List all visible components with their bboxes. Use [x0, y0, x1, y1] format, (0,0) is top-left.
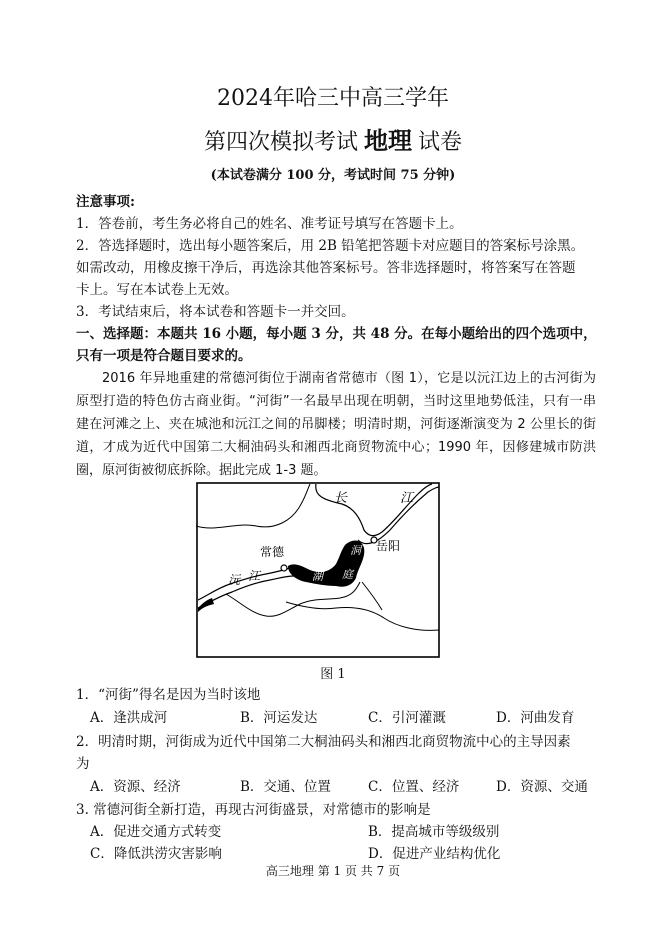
section1-heading-line1: 一、选择题：本题共 16 小题，每小题 3 分，共 48 分。在每小题给出的四个选项中， [76, 326, 597, 342]
notice-item-2-line2: 如需改动，用橡皮擦干净后，再选涂其他答案标号。答非选择题时，将答案写在答题 [76, 260, 576, 276]
notice-heading: 注意事项: [76, 194, 135, 210]
exam-subject: 地理 [364, 126, 412, 155]
question-1-stem: 1．“河街”得名是因为当时该地 [76, 687, 261, 703]
exam-title-prefix: 第四次模拟考试 [203, 130, 358, 155]
question-1-option-c: C．引河灌溉 [368, 710, 446, 726]
question-2-option-b: B．交通、位置 [240, 779, 331, 795]
label-yueyang: 岳阳 [376, 539, 401, 553]
label-changde: 常德 [260, 545, 285, 559]
label-changjiang-2: 江 [400, 491, 414, 506]
question-1-option-d: D．河曲发育 [496, 710, 575, 726]
question-2-option-d: D．资源、交通 [496, 779, 588, 795]
question-2-option-a: A．资源、经济 [90, 779, 181, 795]
question-1-option-a: A．逢洪成河 [90, 710, 168, 726]
changde-city-marker [281, 565, 287, 571]
question-3-option-d: D．促进产业结构优化 [368, 846, 501, 862]
question-3-stem: 3. 常德河街全新打造，再现古河街盛景，对常德市的影响是 [76, 802, 431, 818]
notice-item-2-line1: 2．答选择题时，选出每小题答案后，用 2B 铅笔把答题卡对应题目的答案标号涂黑。 [76, 238, 585, 254]
question-3-option-b: B．提高城市等级级别 [368, 824, 500, 840]
notice-item-1: 1．答卷前，考生务必将自己的姓名、准考证号填写在答题卡上。 [76, 216, 463, 232]
figure-1-map [196, 482, 440, 658]
exam-title-line2 [0, 126, 666, 158]
question-2-option-c: C．位置、经济 [368, 779, 460, 795]
question-3-option-c: C．降低洪涝灾害影响 [90, 846, 222, 862]
label-changjiang-1: 长 [334, 491, 348, 506]
label-yuanjiang-1: 沅 [228, 573, 241, 587]
notice-item-3: 3．考试结束后，将本试卷和答题卡一并交回。 [76, 304, 355, 320]
reading-passage: 2016 年异地重建的常德河街位于湖南省常德市（图 1），它是以沅江边上的古河街为原型打造的特色仿古商业街。“河街”一名最早出现在明朝，当时这里地势低洼，只有一串建在河滩之上、夹在城池和沅江之间的吊脚楼；明清时期，河街逐渐演变为 2 公里长的街道，才成为近代中国第二大桐油码头和湘西北商贸物流中心；1990 年，因修建城市防洪圈，原河街被彻底拆除。据此完成 1-3 题。 [76, 371, 596, 478]
question-2-stem-line2: 为 [76, 756, 90, 772]
exam-title-suffix: 试卷 [418, 130, 463, 155]
exam-subtitle: (本试卷满分 100 分，考试时间 75 分钟) [210, 168, 456, 183]
notice-item-2-line3: 卡上。写在本试卷上无效。 [76, 282, 238, 298]
section1-heading-line2: 只有一项是符合题目要求的。 [76, 348, 252, 364]
figure-1-caption: 图 1 [320, 667, 346, 682]
label-yuanjiang-2: 江 [248, 569, 261, 583]
label-dongting-2: 庭 [342, 568, 353, 581]
page-footer: 高三地理 第 1 页 共 7 页 [265, 864, 401, 878]
exam-title-line1: 2024年哈三中高三学年 [217, 86, 449, 111]
label-dongting-1: 洞 [350, 544, 361, 557]
label-dongting-3: 湖 [312, 570, 323, 583]
question-2-stem-line1: 2．明清时期，河街成为近代中国第二大桐油码头和湘西北商贸物流中心的主导因素 [76, 734, 571, 750]
question-1-option-b: B．河运发达 [240, 710, 318, 726]
question-3-option-a: A．促进交通方式转变 [90, 824, 222, 840]
